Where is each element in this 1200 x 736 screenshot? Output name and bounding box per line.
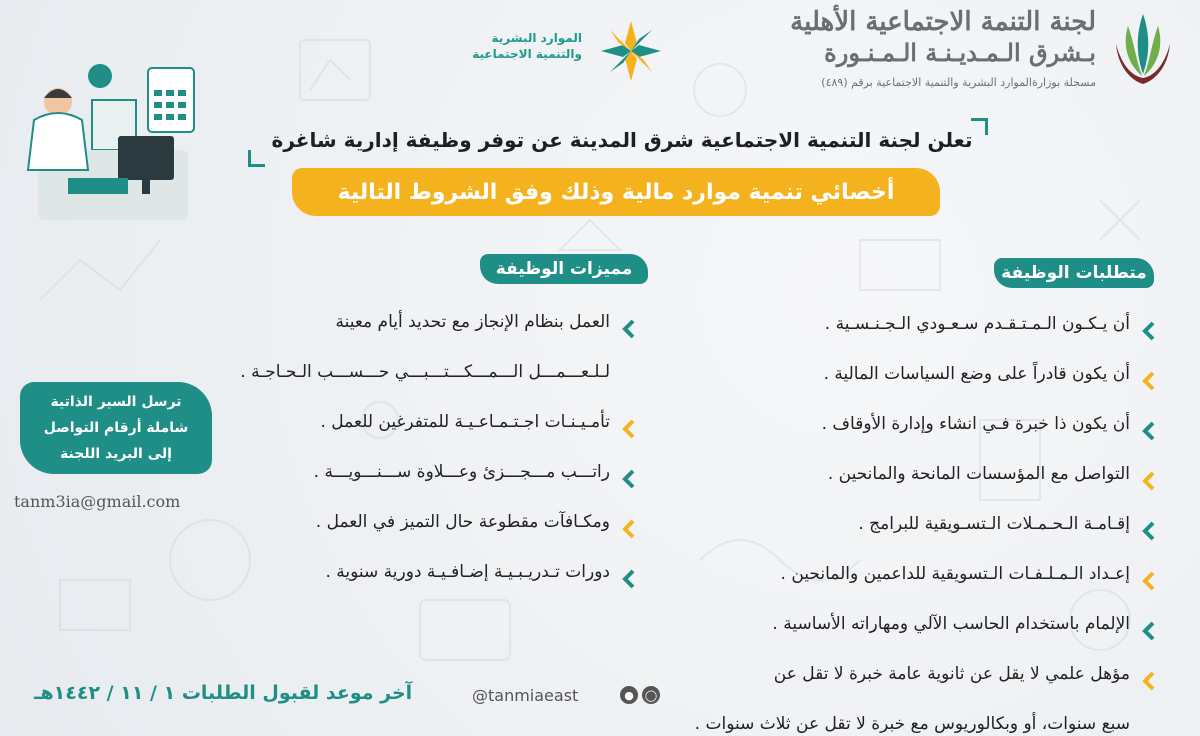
requirement-item [652,656,1160,706]
requirement-continuation [652,706,1160,736]
chevron-left-icon [1138,570,1160,592]
chevron-left-icon [1138,470,1160,492]
cv-submission-box [20,382,212,474]
org-name: لجنة التنمة الاجتماعية الأهلية [790,7,1096,37]
chevron-left-icon [1138,420,1160,442]
social-handle[interactable]: @tanmiaeast [472,686,579,705]
org-registration: مسجلة بوزارةالموارد البشرية والتنمية الاجتماعية برقم (٤٨٩) [821,76,1096,89]
chevron-left-icon [1138,670,1160,692]
feature-text: راتـــب مـــجـــزئ وعـــلاوة ســـنـــويـــة . [313,462,610,482]
announcement-bracket-bottom [248,150,265,167]
chevron-left-icon [1138,320,1160,342]
position-title: أخصائي تنمية موارد مالية وذلك وفق الشروط التالية [337,179,895,205]
requirement-text: التواصل مع المؤسسات المانحة والمانحين . [827,464,1130,484]
ministry-name-line2: والتنمية الاجتماعية [472,47,582,61]
feature-item [210,304,640,354]
feature-continuation-text: لـلـعـــمـــل الـــمـــكـــتـــبـــي حـــســـب الـحـاجـة . [240,362,610,382]
feature-text: العمل بنظام الإنجاز مع تحديد أيام معينة [335,312,610,332]
chevron-left-icon [618,568,640,590]
requirement-text: الإلمام باستخدام الحاسب الآلي ومهاراته الأساسية . [772,614,1130,634]
requirement-text: إعـداد الـمـلـفـات الـتسويقية للداعمين والمانحين . [780,564,1130,584]
feature-text: تأمـيـنـات اجـتـمـاعـيـة للمتفرغين للعمل . [320,412,610,432]
office-worker-illustration [8,60,208,240]
org-location: بـشرق الـمـديـنـة الـمـنـورة [824,38,1096,67]
features-title: مميزات الوظيفة [495,259,633,279]
chevron-left-icon [1138,520,1160,542]
chevron-left-icon [618,468,640,490]
application-deadline: آخر موعد لقبول الطلبات ١ / ١١ / ١٤٤٢هـ [34,682,413,704]
requirement-continuation-text: سبع سنوات، أو وبكالوريوس مع خبرة لا تقل عن ثلاث سنوات . [694,714,1130,734]
feature-continuation [210,354,640,404]
features-list [210,304,640,604]
chevron-left-icon [618,418,640,440]
feature-item [210,504,640,554]
requirement-text: مؤهل علمي لا يقل عن ثانوية عامة خبرة لا تقل عن [773,664,1130,684]
features-header [480,254,648,284]
announcement-title: تعلن لجنة التنمية الاجتماعية شرق المدينة عن توفر وظيفة إدارية شاغرة [271,128,973,152]
chevron-left-icon [618,518,640,540]
contact-email[interactable]: tanm3ia@gmail.com [14,492,181,511]
chevron-left-icon [1138,620,1160,642]
cv-line-1: ترسل السير الذاتية [50,394,182,410]
requirement-text: أن يكون قادراً على وضع السياسات المالية . [823,364,1130,384]
requirement-item [652,606,1160,656]
requirements-list [652,306,1160,736]
requirement-text: أن يـكـون الـمـتـقـدم سـعـودي الـجـنـسـية . [824,314,1130,334]
requirement-item [652,306,1160,356]
feature-text: ومكـافآت مقطوعة حال التميز في العمل . [315,512,610,532]
requirement-item [652,356,1160,406]
feature-item [210,404,640,454]
feature-item [210,554,640,604]
requirement-text: إقـامـة الـحـمـلات الـتسـويقية للبرامج . [858,514,1130,534]
cv-line-3: إلى البريد اللجنة [60,446,172,462]
chevron-left-icon [1138,370,1160,392]
twitter-icon[interactable]: ● [620,686,638,704]
requirements-header [994,258,1154,288]
feature-item [210,454,640,504]
feature-text: دورات تـدريـبـيـة إضـافـيـة دورية سنوية . [325,562,610,582]
cv-line-2: شاملة أرقام التواصل [43,420,189,436]
ministry-logo [586,16,676,86]
requirements-title: متطلبات الوظيفة [1001,263,1147,283]
ministry-name-line1: الموارد البشرية [491,31,582,45]
org-logo [1108,4,1178,96]
requirement-item [652,406,1160,456]
requirement-item [652,556,1160,606]
requirement-item [652,506,1160,556]
instagram-icon[interactable]: ◯ [642,686,660,704]
position-banner [292,168,940,216]
requirement-item [652,456,1160,506]
chevron-left-icon [618,318,640,340]
requirement-text: أن يكون ذا خبرة فـي انشاء وإدارة الأوقاف . [821,414,1130,434]
ministry-name [452,30,582,62]
